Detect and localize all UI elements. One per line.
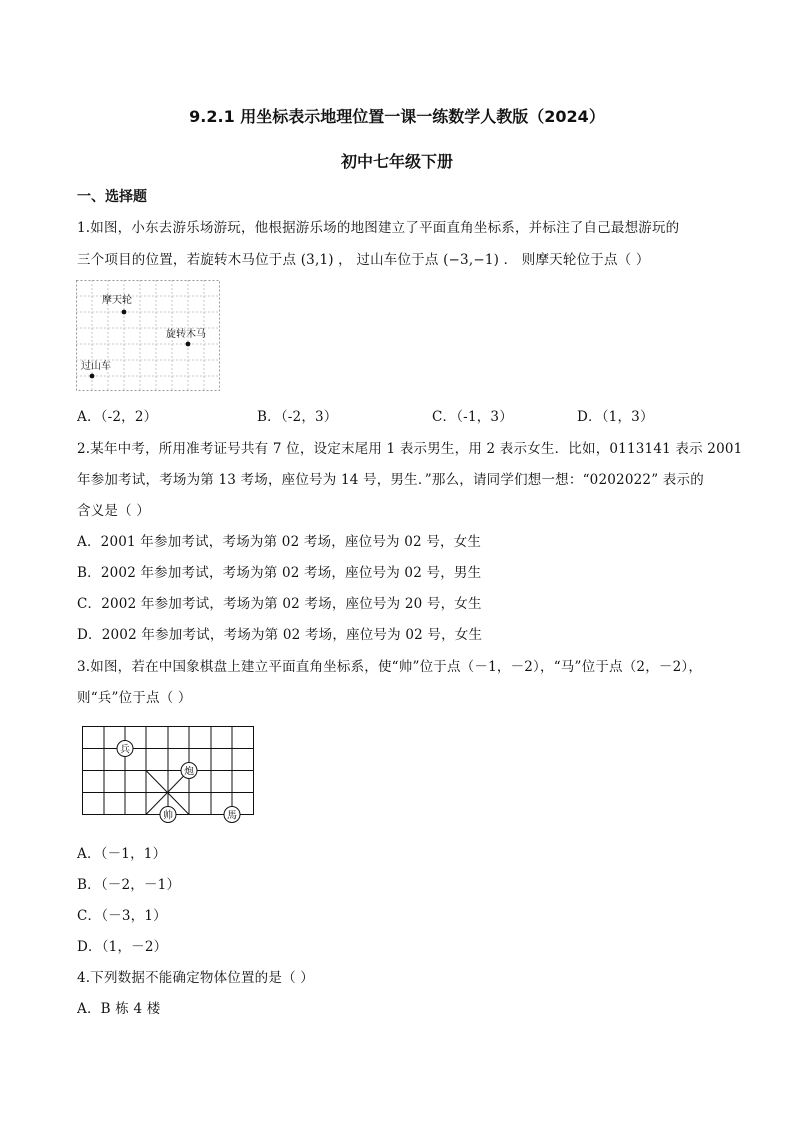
q3-option-c: C．（－3，1） [77,908,167,924]
section-heading: 一、选择题 [77,189,147,205]
q3-option-a: A．（－1，1） [77,846,167,862]
q2-option-c: C．2002 年参加考试，考场为第 02 考场，座位号为 20 号，女生 [77,596,482,612]
q1-coaster-point [90,374,95,379]
q1-amusement-park-map [76,280,221,392]
q2-stem-line3: 含义是（ ） [77,503,150,519]
q3-piece-shuai [160,807,176,823]
q1-option-d: D．（1，3） [577,409,654,425]
q3-piece-pao-label: 炮 [184,766,194,778]
q1-option-b: B．（-2，3） [257,409,338,425]
q4-option-a: A．B 栋 4 楼 [77,1001,161,1017]
q3-piece-shuai-label: 帅 [163,810,173,822]
q2-option-a: A．2001 年参加考试，考场为第 02 考场，座位号为 02 号，女生 [77,534,482,550]
q1-carousel-point [186,342,191,347]
q1-option-a: A．（-2，2） [77,409,158,425]
q3-stem-line1: 3.如图，若在中国象棋盘上建立平面直角坐标系，使“帅”位于点（－1，－2），“马”位于点（2，－2）， [77,659,703,675]
q1-carousel-label: 旋转木马 [166,329,206,340]
q3-piece-bing [117,741,133,757]
document-title: 9.2.1 用坐标表示地理位置一课一练数学人教版（2024） [189,107,605,126]
q2-option-d: D．2002 年参加考试，考场为第 02 考场，座位号为 02 号，女生 [77,627,483,643]
q3-option-b: B．（－2，－1） [77,877,181,893]
q1-ferris-wheel-label: 摩天轮 [102,295,132,306]
document-subtitle: 初中七年级下册 [340,152,453,171]
q1-ferris-wheel-point [122,310,127,315]
q1-stem-line2: 三个项目的位置，若旋转木马位于点 (3,1) ， 过山车位于点 (−3,−1) ． 则摩天轮位于点（ ） [77,252,650,268]
q1-stem-line1: 1.如图，小东去游乐场游玩，他根据游乐场的地图建立了平面直角坐标系，并标注了自己最想游玩的 [77,220,680,236]
q2-option-b: B．2002 年参加考试，考场为第 02 考场，座位号为 02 号，男生 [77,565,482,581]
q2-stem-line1: 2.某年中考，所用准考证号共有 7 位，设定末尾用 1 表示男生，用 2 表示女生．比如，0113141 表示 2001 [77,441,743,457]
q3-option-d: D．（1，－2） [77,939,168,955]
q3-stem-line2: 则“兵”位于点（ ） [77,690,192,706]
q3-piece-bing-label: 兵 [120,744,130,756]
q1-coaster-label: 过山车 [81,361,111,372]
q3-board-grid [83,727,254,815]
q4-stem-line1: 4.下列数据不能确定物体位置的是（ ） [77,970,314,986]
q1-option-c: C．（-1，3） [432,409,513,425]
q3-piece-pao [181,763,197,779]
q3-piece-ma-label: 馬 [227,810,237,822]
q2-stem-line2: 年参加考试，考场为第 13 考场，座位号为 14 号，男生．”那么，请同学们想一想：“0202022” 表示的 [77,472,704,488]
q3-piece-ma [224,807,240,823]
q3-chess-board [78,720,260,826]
